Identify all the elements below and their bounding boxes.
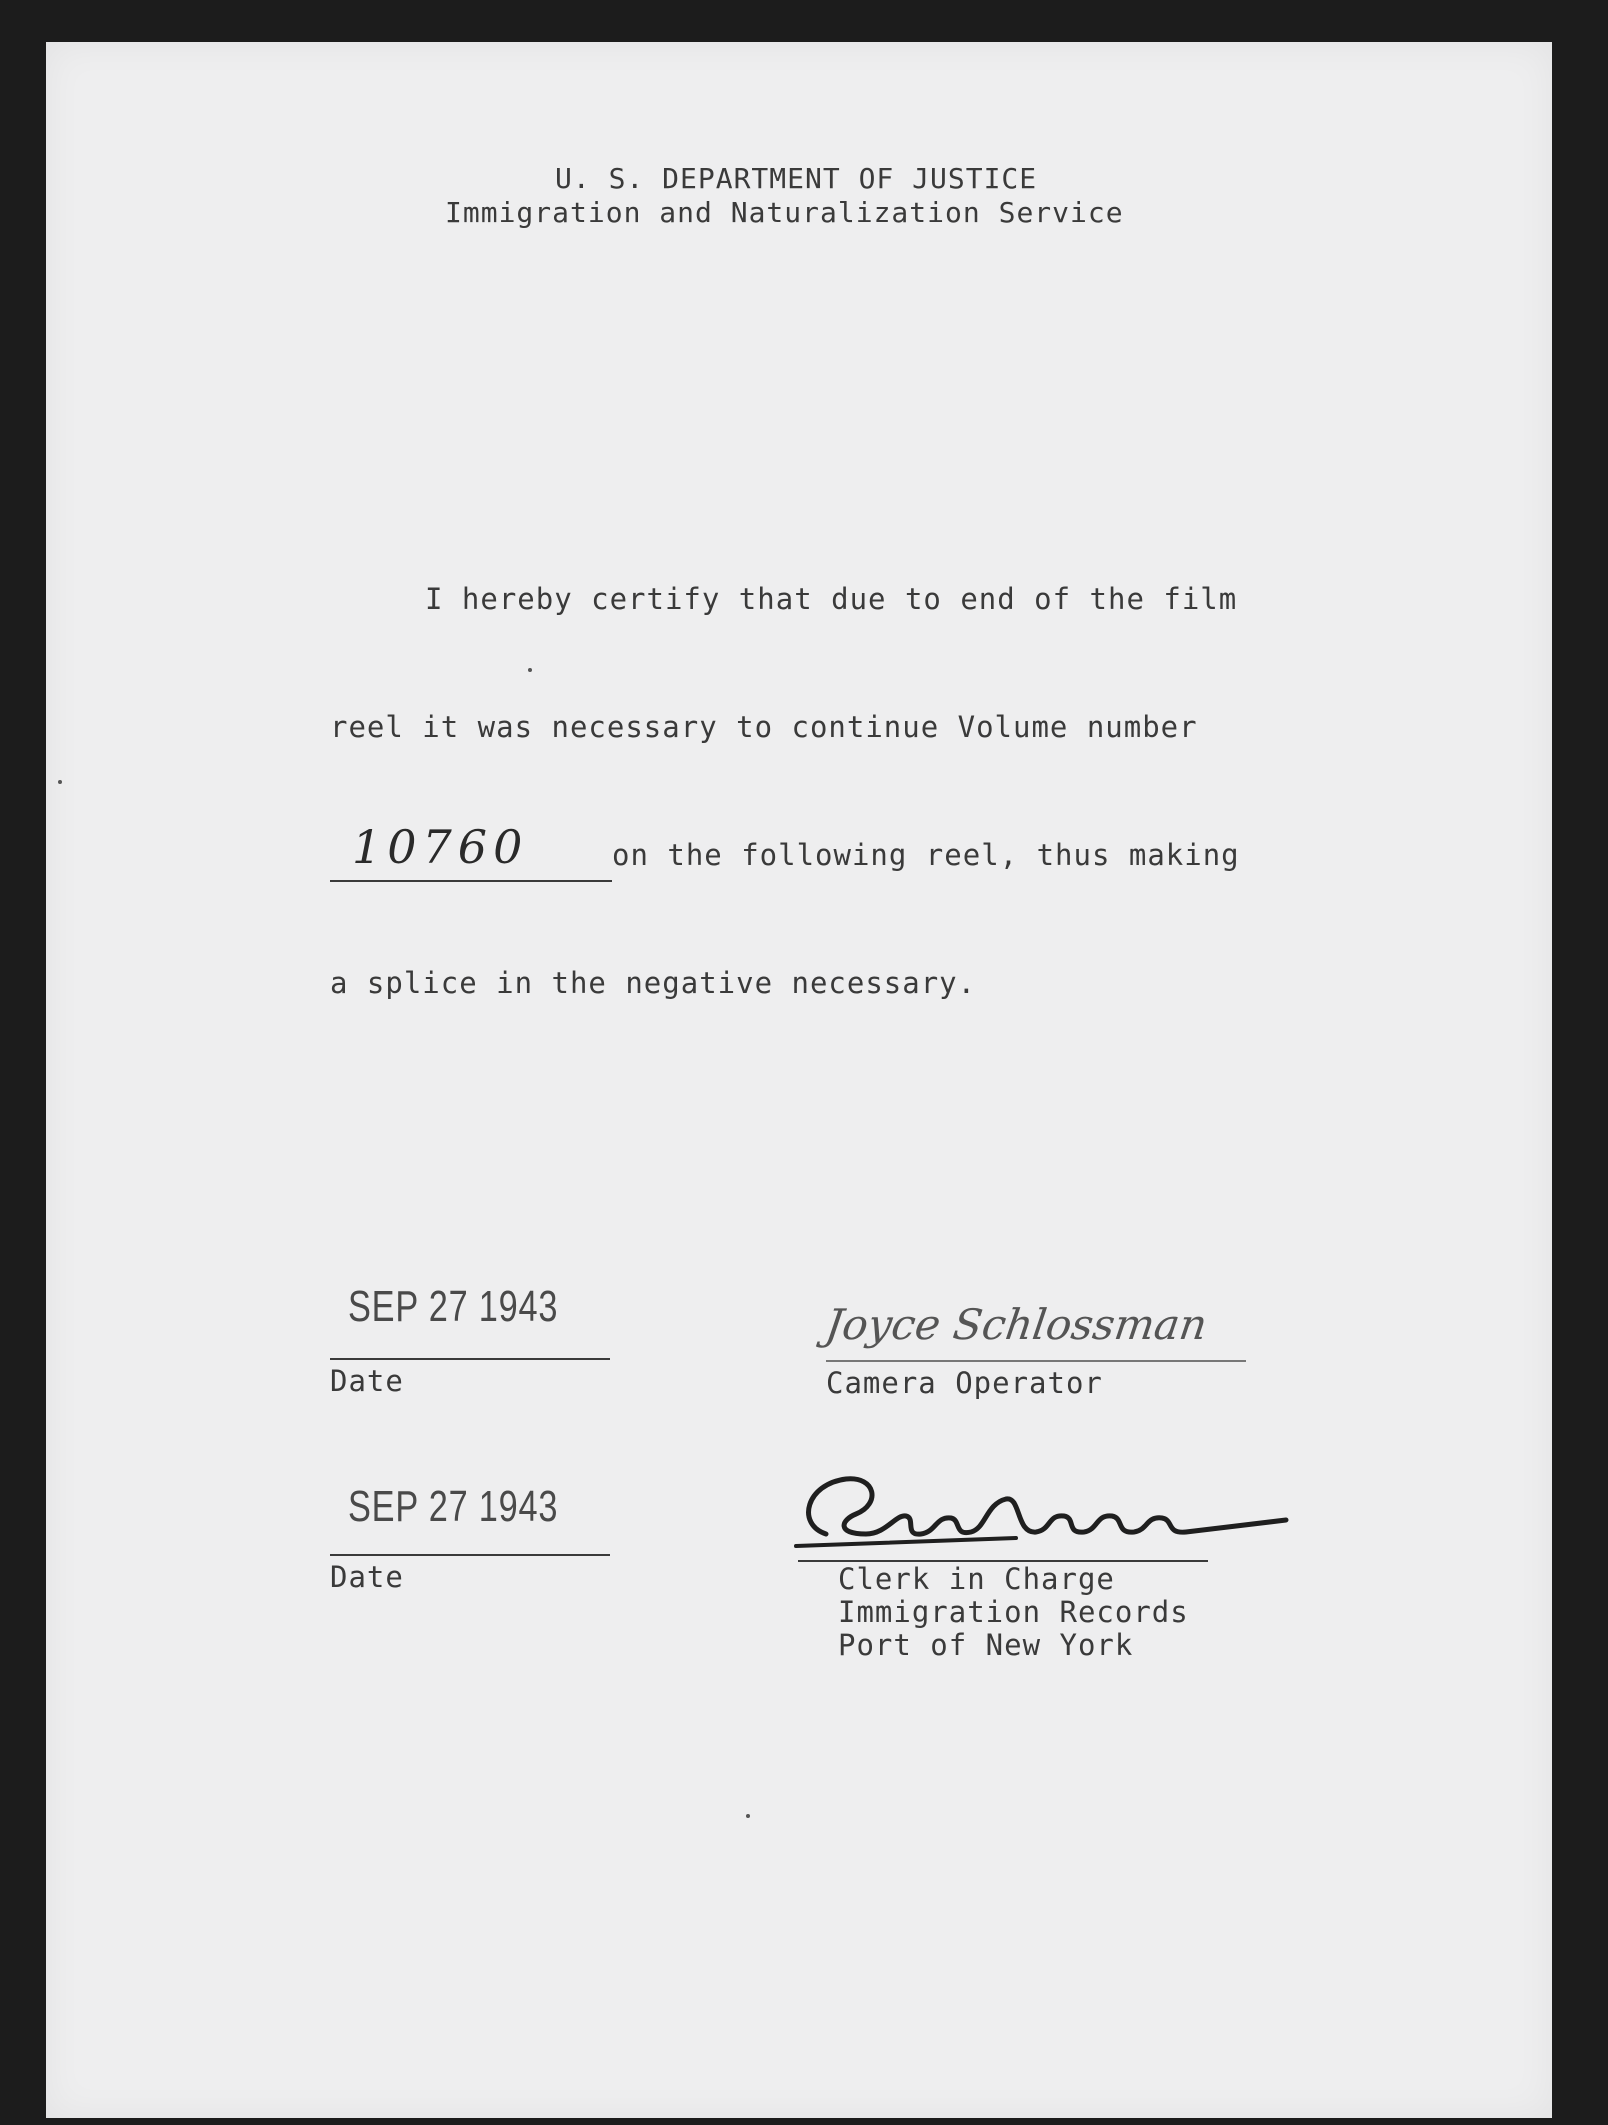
camera-operator-label: Camera Operator	[826, 1366, 1103, 1400]
clerk-port: Port of New York	[838, 1628, 1134, 1662]
camera-operator-line	[826, 1360, 1246, 1362]
volume-number-handwritten: 10760	[352, 820, 529, 874]
volume-number-underline	[330, 880, 612, 882]
certification-line-4: a splice in the negative necessary.	[330, 966, 977, 1000]
date-stamp-2: SEP 27 1943	[348, 1482, 559, 1531]
date-line-2	[330, 1554, 610, 1556]
date-label-1: Date	[330, 1364, 404, 1398]
clerk-signature	[786, 1454, 1306, 1564]
clerk-office: Immigration Records	[838, 1595, 1189, 1629]
certification-line-1: I hereby certify that due to end of the film	[425, 582, 1238, 616]
service-heading: Immigration and Naturalization Service	[445, 196, 1124, 229]
clerk-label: Clerk in Charge	[838, 1562, 1115, 1596]
document-page	[46, 42, 1552, 2118]
date-label-2: Date	[330, 1560, 404, 1594]
department-heading: U. S. DEPARTMENT OF JUSTICE	[555, 162, 1038, 195]
certification-line-2: reel it was necessary to continue Volume number	[330, 710, 1198, 744]
scan-speck	[746, 1814, 750, 1818]
scan-speck	[58, 780, 62, 784]
certification-line-3: on the following reel, thus making	[612, 838, 1240, 872]
scan-speck	[528, 668, 532, 672]
date-stamp-1: SEP 27 1943	[348, 1282, 559, 1331]
date-line-1	[330, 1358, 610, 1360]
camera-operator-signature: Joyce Schlossman	[822, 1300, 1211, 1349]
